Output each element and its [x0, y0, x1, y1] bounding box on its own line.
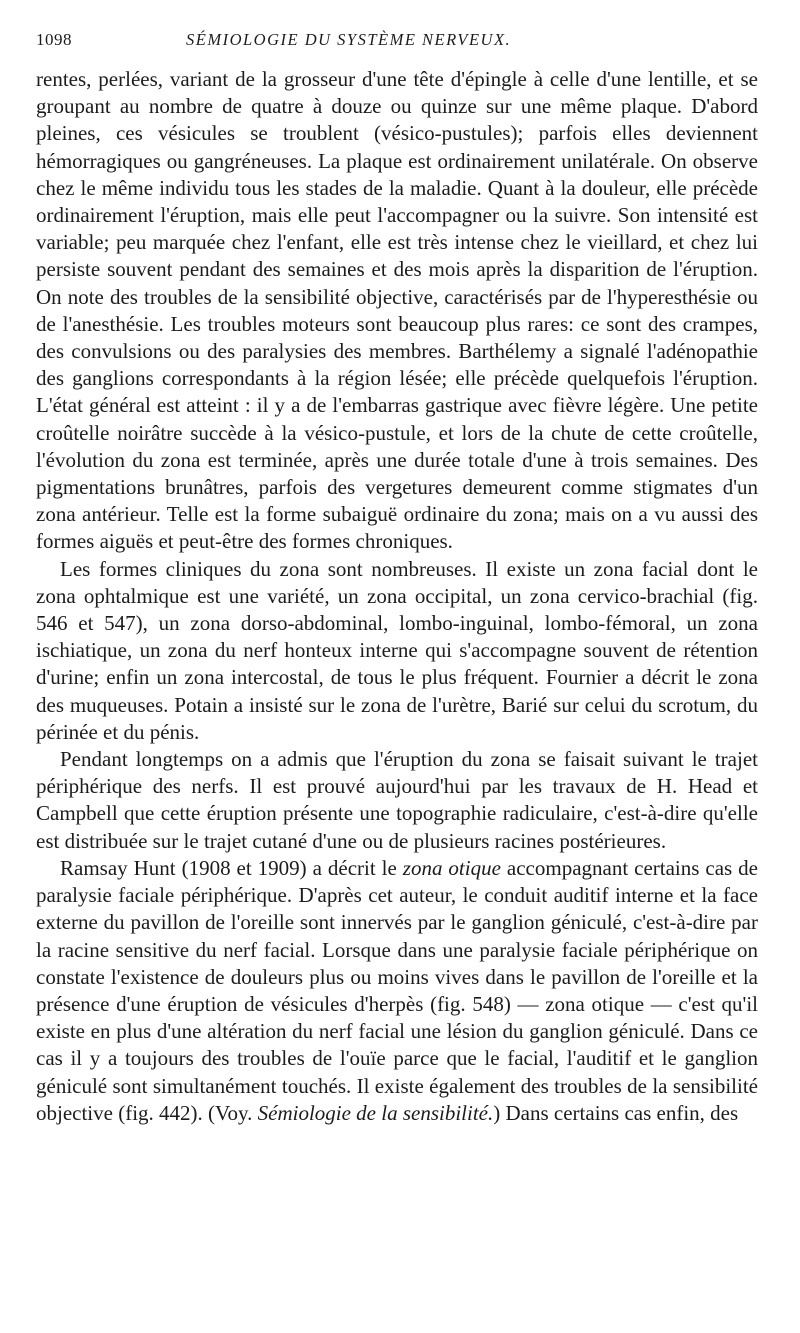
paragraph-1: [36, 66, 758, 556]
paragraph-2: [36, 556, 758, 746]
paragraph-4: [36, 855, 758, 1127]
running-head: [36, 30, 758, 62]
page-number: 1098: [36, 30, 72, 49]
paragraph-3-text: Pendant longtemps on a admis que l'éruption du zona se faisait suivant le trajet périphérique des nerfs. Il est prouvé aujourd'hui par les travaux de H. Head et Campbell que cette éruption présente une topographie radiculaire, c'est-à-dire qu'elle est distribuée sur le trajet cutané d'une ou de plusieurs racines postérieures.: [36, 747, 758, 853]
cross-reference-title: Sémiologie de la sensibilité.: [257, 1100, 494, 1125]
paragraph-2-text: Les formes cliniques du zona sont nombreuses. Il existe un zona facial dont le zona ophtalmique est une variété, un zona occipital, un zona cervico-brachial (fig. 546 et 547), un zona dorso-abdominal, lombo-inguinal, lombo-fémoral, un zona ischiatique, un zona du nerf honteux interne qui s'accompagne souvent de rétention d'urine; enfin un zona intercostal, de tous le plus fréquent. Fournier a décrit le zona des muqueuses. Potain a insisté sur le zona de l'urètre, Barié sur celui du scrotum, du périnée et du pénis.: [36, 556, 758, 744]
body-text: [36, 66, 758, 1127]
paragraph-4-text-cont: accompagnant certains cas de paralysie faciale périphérique. D'après cet auteur, le conduit auditif interne et la face externe du pavillon de l'oreille sont innervés par le ganglion géniculé, c'est-à-dire par la racine sensitive du nerf facial. Lorsque dans une paralysie faciale périphérique on constate l'existence de douleurs plus ou moins vives dans le pavillon de l'oreille et la présence d'une éruption de vésicules d'herpès (fig. 548) — zona otique — c'est qu'il existe en plus d'une altération du nerf facial une lésion du ganglion géniculé. Dans ce cas il y a toujours des troubles de l'ouïe parce que le facial, l'auditif et le ganglion géniculé sont simultanément touchés. Il existe également des troubles de la sensibilité objective (fig. 442). (Voy.: [36, 855, 758, 1125]
paragraph-4-text: Ramsay Hunt (1908 et 1909) a décrit le: [60, 855, 403, 880]
running-title: SÉMIOLOGIE DU SYSTÈME NERVEUX.: [186, 30, 512, 49]
paragraph-3: [36, 746, 758, 855]
zona-otique-term: zona otique: [402, 855, 501, 880]
paragraph-4-text-end: ) Dans certains cas enfin, des: [493, 1100, 739, 1125]
paragraph-1-text: rentes, perlées, variant de la grosseur d'une tête d'épingle à celle d'une lentille, et se groupant au nombre de quatre à douze ou quinze sur une même plaque. D'abord pleines, ces vésicules se troublent (vésico-pustules); parfois elles deviennent hémorragiques ou gangréneuses. La plaque est ordinairement unilatérale. On observe chez le même individu tous les stades de la maladie. Quant à la douleur, elle précède ordinairement l'éruption, mais elle peut l'accompagner ou la suivre. Son intensité est variable; peu marquée chez l'enfant, elle est très intense chez le vieillard, et chez lui persiste souvent pendant des semaines et des mois après la disparition de l'éruption. On note des troubles de la sensibilité objective, caractérisés par de l'hyperesthésie ou de l'anesthésie. Les troubles moteurs sont beaucoup plus rares: ce sont des crampes, des convulsions ou des paralysies des membres. Barthélemy a signalé l'adénopathie des ganglions correspondants à la région lésée; elle précède quelquefois l'éruption. L'état général est atteint : il y a de l'embarras gastrique avec fièvre légère. Une petite croûtelle noirâtre succède à la vésico-pustule, et lors de la chute de cette croûtelle, l'évolution du zona est terminée, après une durée totale d'une à trois semaines. Des pigmentations brunâtres, parfois des vergetures demeurent comme stigmates d'un zona antérieur. Telle est la forme subaiguë ordinaire du zona; mais on a vu aussi des formes aiguës et peut-être des formes chroniques.: [36, 67, 758, 554]
